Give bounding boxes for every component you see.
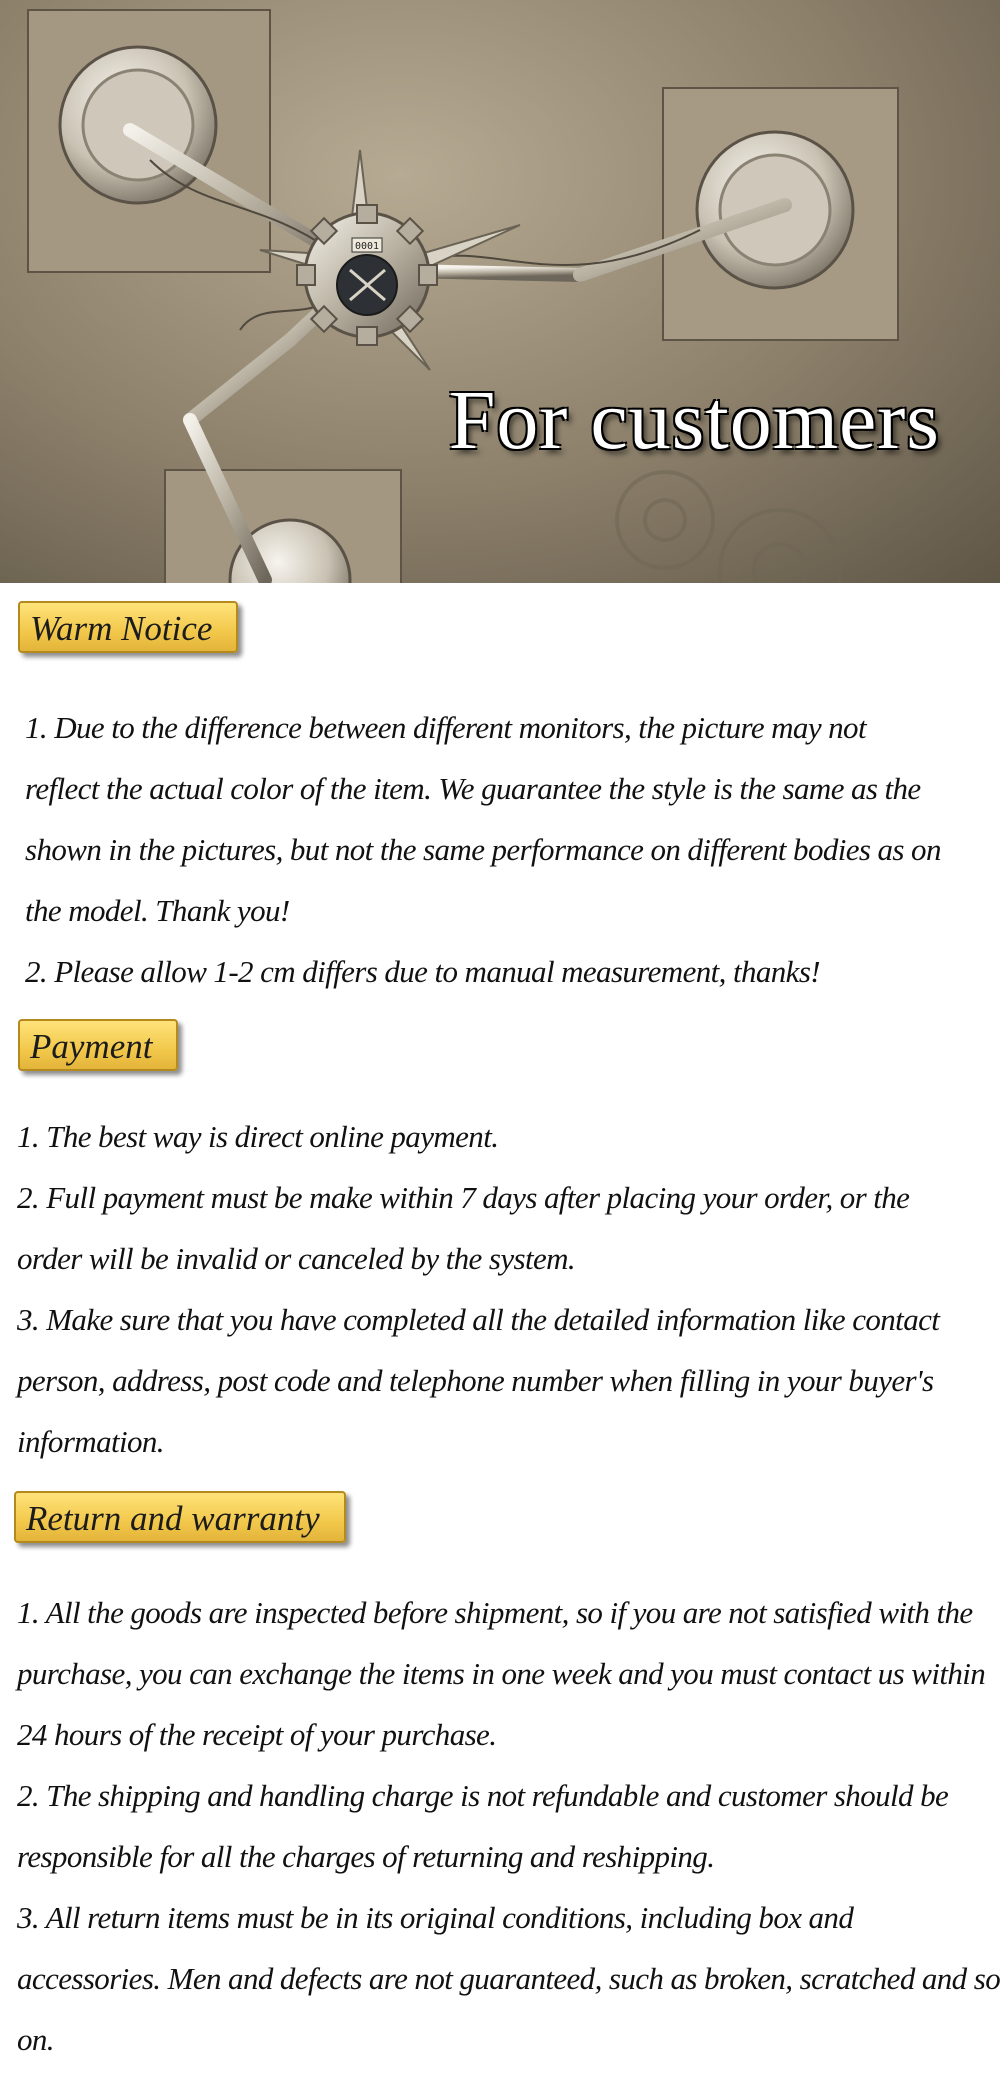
payment-heading: Payment [18, 1019, 178, 1071]
warm-notice-line: the model. Thank you! [25, 893, 290, 928]
return-warranty-line: on. [17, 2022, 54, 2057]
return-warranty-line: 24 hours of the receipt of your purchase. [17, 1717, 497, 1752]
payment-line: order will be invalid or canceled by the system. [17, 1241, 576, 1276]
return-warranty-heading: Return and warranty [14, 1491, 346, 1543]
banner-mechanical-illustration [0, 0, 1000, 583]
warm-notice-heading: Warm Notice [18, 601, 238, 653]
central-gear [297, 205, 437, 345]
warm-notice-line: reflect the actual color of the item. We guarantee the style is the same as the [25, 771, 921, 806]
return-warranty-line: accessories. Men and defects are not guaranteed, such as broken, scratched and so [17, 1961, 1000, 1996]
payment-line: person, address, post code and telephone number when filling in your buyer's [17, 1363, 934, 1398]
return-warranty-line: responsible for all the charges of returning and reshipping. [17, 1839, 715, 1874]
warm-notice-line: 1. Due to the difference between different monitors, the picture may not [25, 710, 866, 745]
return-warranty-line: 3. All return items must be in its original conditions, including box and [17, 1900, 854, 1935]
banner [0, 0, 1000, 583]
return-warranty-line: 1. All the goods are inspected before shipment, so if you are not satisfied with the [17, 1595, 973, 1630]
return-warranty-line: purchase, you can exchange the items in one week and you must contact us within [17, 1656, 986, 1691]
dial-counter-text: 0001 [354, 241, 380, 252]
background-gears [617, 472, 840, 583]
banner-title: For customers [448, 374, 940, 467]
payment-line: information. [17, 1424, 164, 1459]
return-warranty-line: 2. The shipping and handling charge is not refundable and customer should be [17, 1778, 949, 1813]
payment-line: 3. Make sure that you have completed all the detailed information like contact [17, 1302, 940, 1337]
warm-notice-line: shown in the pictures, but not the same performance on different bodies as on [25, 832, 941, 867]
payment-line: 2. Full payment must be make within 7 days after placing your order, or the [17, 1180, 910, 1215]
payment-line: 1. The best way is direct online payment. [17, 1119, 499, 1154]
warm-notice-line: 2. Please allow 1-2 cm differs due to manual measurement, thanks! [25, 954, 821, 989]
